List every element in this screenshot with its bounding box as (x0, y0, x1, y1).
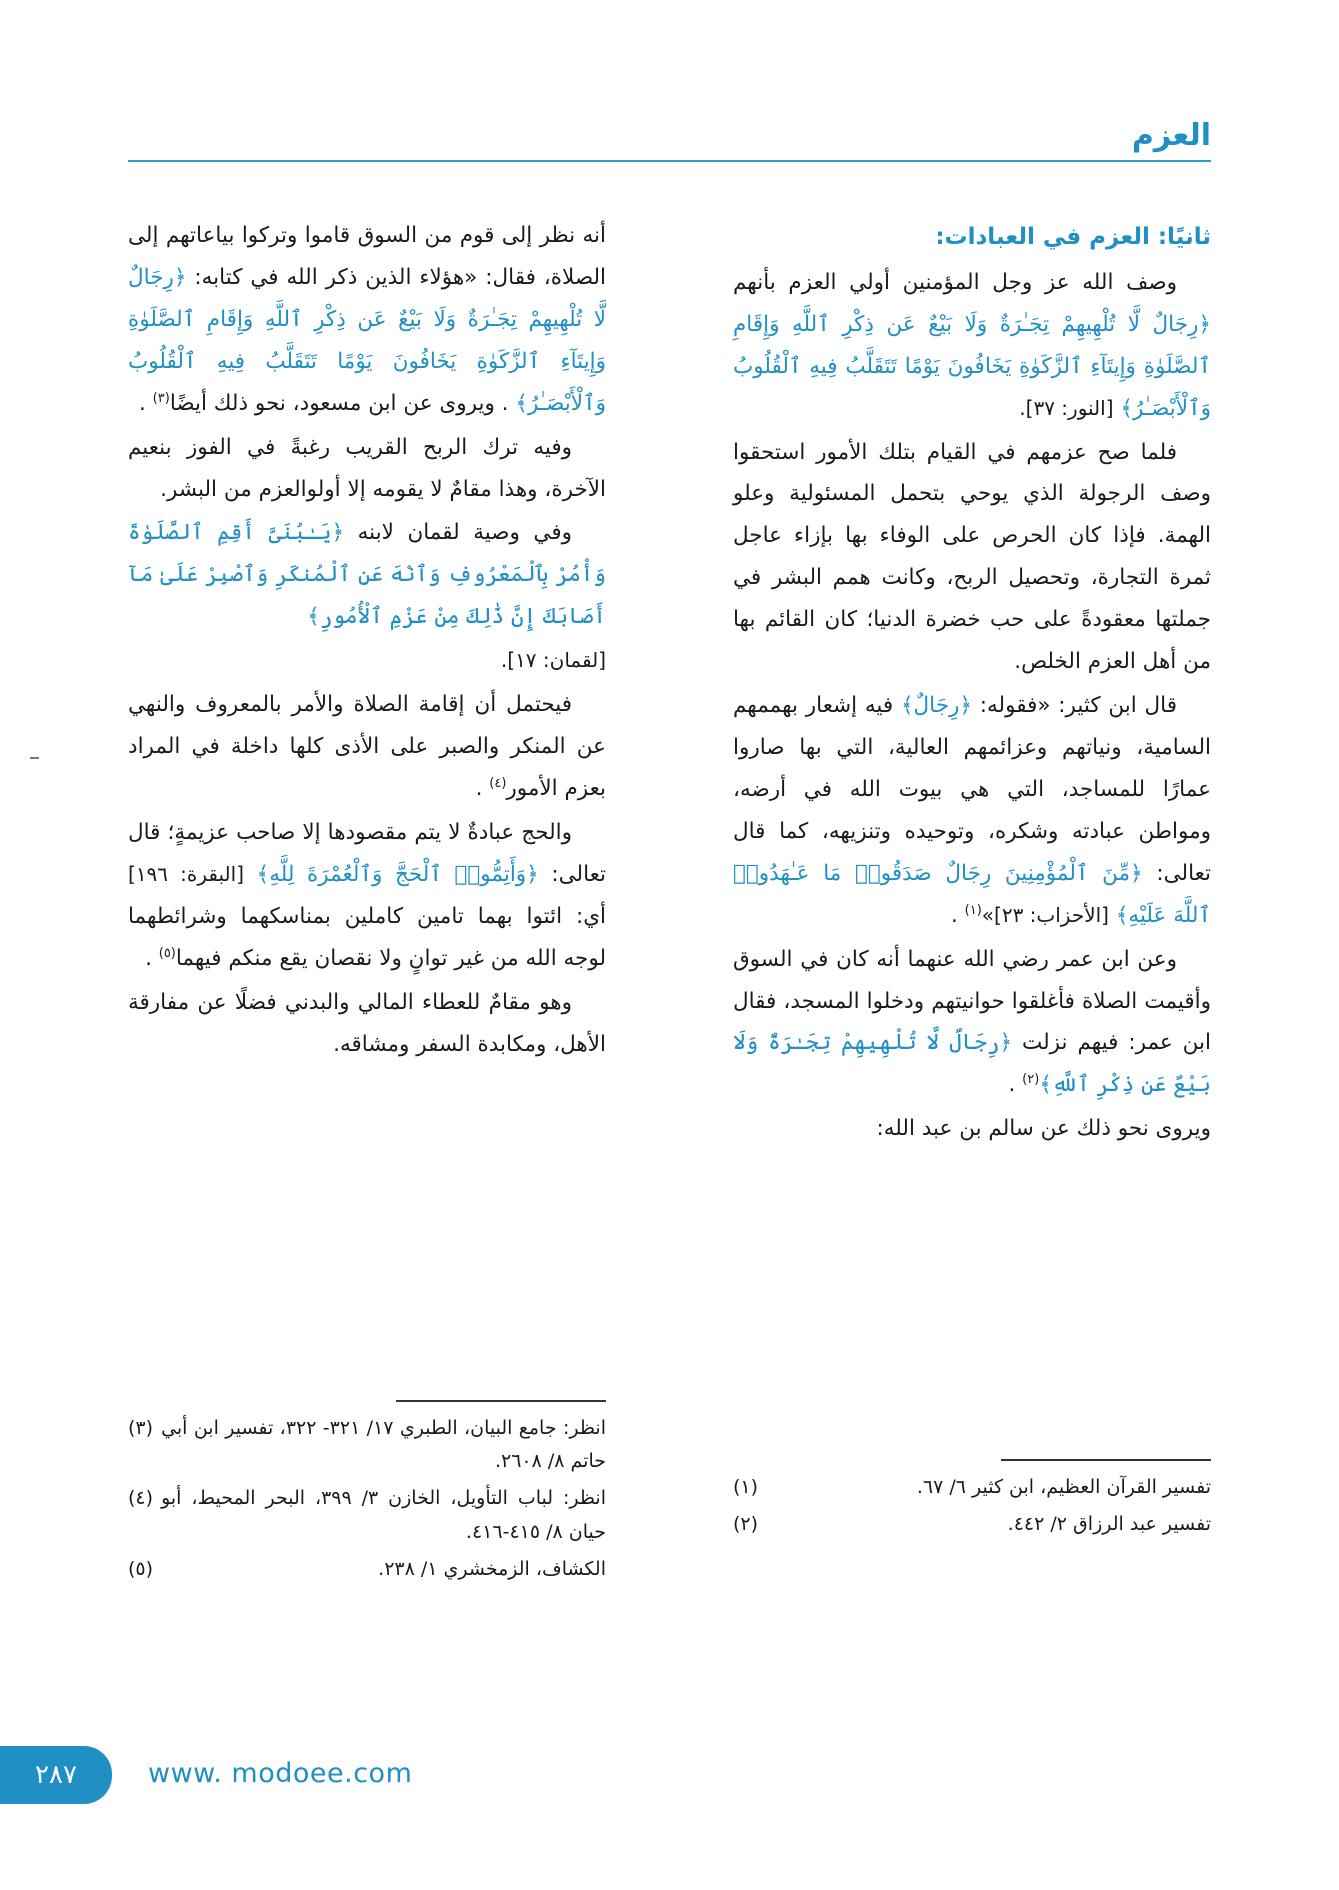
quran-verse-baqarah-196: ﴿وَأَتِمُّوا۟ ٱلْحَجَّ وَٱلْعُمْرَةَ لِلَّهِ﴾ (256, 861, 539, 887)
paragraph-resolve-explained: فلما صح عزمهم في القيام بتلك الأمور استحقوا وصف الرجولة الذي يوحي بتحمل المسئولية وعلو الهمة. فإذا كان الحرص على الوفاء بها بإزاء عاجل ثمرة التجارة، وتحصيل الربح، وكانت همم البشر في جملتها معقودةً على حب خضرة الدنيا؛ كان القائم بها من أهل العزم الخلص. (733, 439, 1211, 675)
quran-verse-luqman-17: ﴿يَـٰبُنَىَّ أَقِمِ ٱلصَّلَوٰةَ وَأْمُرْ بِٱلْمَعْرُوفِ وَٱنْهَ عَنِ ٱلْمُنكَرِ وَٱصْبِرْ عَلَىٰ مَآ أَصَابَكَ إِنَّ ذَٰلِكَ مِنْ عَزْمِ ٱلْأُمُورِ﴾ (128, 520, 606, 630)
footnote-item (733, 1471, 1211, 1504)
quran-verse-nur-37: ﴿رِجَالٌ لَّا تُلْهِيهِمْ تِجَـٰرَةٌ وَلَا بَيْعٌ عَن ذِكْرِ ٱللَّهِ وَإِقَامِ ٱلصَّلَوٰةِ وَإِيتَآءِ ٱلزَّكَوٰةِ يَخَافُونَ يَوْمًا تَتَقَلَّبُ فِيهِ ٱلْقُلُوبُ وَٱلْأَبْصَـٰرُ﴾ (733, 311, 1211, 421)
section-heading-text: ثانيًا: العزم في العبادات: (935, 224, 1211, 250)
left-text-column (128, 215, 606, 1067)
website-url[interactable]: www. modoee.com (148, 1758, 413, 1789)
footnote-text: الكشاف، الزمخشري ١/ ٢٣٨. (378, 1557, 606, 1580)
paragraph-text-a: قال ابن كثير: «فقوله: (979, 693, 1177, 719)
paragraph-hajj-sacrifice: وهو مقامٌ للعطاء المالي والبدني فضلًا عن مفارقة الأهل، ومكابدة السفر ومشاقه. (128, 989, 606, 1057)
verse-reference-luqman-line (128, 640, 606, 682)
footnote-number: (٣) (128, 1416, 154, 1439)
verse-reference-baqarah: [البقرة: ١٩٦] (128, 861, 245, 886)
paragraph-text: وعن ابن عمر رضي الله عنهما أنه كان في السوق وأقيمت الصلاة فأغلقوا حوانيتهم ودخلوا المسجد، فقال ابن عمر: فيهم نزلت (733, 946, 1211, 1056)
header-divider (128, 160, 1211, 162)
paragraph-hajj: والحج عبادةٌ لا يتم مقصودها إلا صاحب عزيمةٍ؛ قال تعالى: ﴿وَأَتِمُّوا۟ ٱلْحَجَّ وَٱلْعُمْرَةَ لِلَّهِ﴾ [البقرة: ١٩٦] أي: ائتوا بهما تامين كاملين بمناسكهما وشرائطهما لوجه الله من غير توانٍ ولا نقصان يقع منكم فيهما$^{(٥)}$ . (128, 819, 607, 971)
paragraph-text: فيحتمل أن إقامة الصلاة والأمر بالمعروف والنهي عن المنكر والصبر على الأذى كلها داخلة في المراد بعزم الأمور (128, 692, 606, 801)
quran-verse-nur-37-short: ﴿رِجَالٌ لَّا تُلْهِيهِمْ تِجَـٰرَةٌ وَلَا بَيْعٌ عَن ذِكْرِ ٱللَّهِ﴾ (733, 1030, 1211, 1098)
paragraph-text: وصف الله عز وجل المؤمنين أولي العزم بأنهم (733, 269, 1177, 295)
paragraph-text-b: أي: ائتوا بهما تامين كاملين بمناسكهما وشرائطهما لوجه الله من غير توانٍ ولا نقصان يقع منكم فيهما (128, 903, 606, 971)
paragraph-leaving-profit: وفيه ترك الربح القريب رغبةً في الفوز بنعيم الآخرة، وهذا مقامٌ لا يقومه إلا أولوالعزم من البشر. (128, 434, 606, 502)
footnote-item (128, 1412, 606, 1479)
footnote-marker-2: (٢) (1022, 1072, 1040, 1088)
page-footer (0, 1746, 1339, 1806)
footnote-text: انظر: جامع البيان، الطبري ١٧/ ٣٢١- ٣٢٢، تفسير ابن أبي حاتم ٨/ ٢٦٠٨. (161, 1416, 606, 1472)
paragraph-market-narration: أنه نظر إلى قوم من السوق قاموا وتركوا بياعاتهم إلى الصلاة، فقال: «هؤلاء الذين ذكر الله في كتابه: ﴿رِجَالٌ لَّا تُلْهِيهِمْ تِجَـٰرَةٌ وَلَا بَيْعٌ عَن ذِكْرِ ٱللَّهِ وَإِقَامِ ٱلصَّلَوٰةِ وَإِيتَآءِ ٱلزَّكَوٰةِ يَخَافُونَ يَوْمًا تَتَقَلَّبُ فِيهِ ٱلْقُلُوبُ وَٱلْأَبْصَـٰرُ﴾ . ويروى عن ابن مسعود، نحو ذلك أيضًا$^{(٣)}$ . (128, 223, 606, 416)
footnote-item (128, 1482, 606, 1549)
right-text-column (733, 215, 1211, 1152)
paragraph-text: والحج عبادةٌ لا يتم مقصودها إلا صاحب عزيمةٍ؛ قال تعالى: (128, 819, 607, 887)
footnote-number: (٤) (128, 1487, 154, 1510)
paragraph-ibn-umar: وعن ابن عمر رضي الله عنهما أنه كان في السوق وأقيمت الصلاة فأغلقوا حوانيتهم ودخلوا المسجد، فقال ابن عمر: فيهم نزلت ﴿رِجَالٌ لَّا تُلْهِيهِمْ تِجَـٰرَةٌ وَلَا بَيْعٌ عَن ذِكْرِ ٱللَّهِ﴾$^{(٢)}$ . (733, 946, 1211, 1098)
section-heading (733, 215, 1211, 260)
verse-reference-luqman: [لقمان: ١٧]. (500, 648, 606, 673)
page-header (128, 118, 1211, 164)
quran-verse-ahzab-23: ﴿مِّنَ ٱلْمُؤْمِنِينَ رِجَالٌ صَدَقُوا۟ مَا عَـٰهَدُوا۟ ٱللَّهَ عَلَيْهِ﴾ (733, 860, 1211, 928)
footnote-marker-1: (١) (964, 902, 982, 918)
footnote-divider (1001, 1459, 1211, 1461)
quran-word-rijal: ﴿رِجَالٌ﴾ (900, 693, 972, 719)
footnote-item (128, 1553, 606, 1586)
footnote-marker-3: (٣) (152, 390, 170, 406)
page-title: العزم (1131, 118, 1211, 153)
paragraph-luqman-advice (128, 512, 606, 638)
footnote-number: (٢) (733, 1512, 759, 1535)
footnotes-left-column (128, 1400, 606, 1590)
paragraph-ibn-kathir: قال ابن كثير: «فقوله: ﴿رِجَالٌ﴾ فيه إشعار بهممهم السامية، ونياتهم وعزائمهم العالية، التي بها صاروا عمارًا للمساجد، التي هي بيوت الله في أرضه، ومواطن عبادته وشكره، وتوحيده وتنزيهه، كما قال تعالى: ﴿مِّنَ ٱلْمُؤْمِنِينَ رِجَالٌ صَدَقُوا۟ مَا عَـٰهَدُوا۟ ٱللَّهَ عَلَيْهِ﴾ [الأحزاب: ٢٣]»$^{(١)}$ . (733, 693, 1211, 928)
footnote-item (733, 1508, 1211, 1541)
quran-verse-nur-37-repeat: ﴿رِجَالٌ لَّا تُلْهِيهِمْ تِجَـٰرَةٌ وَلَا بَيْعٌ عَن ذِكْرِ ٱللَّهِ وَإِقَامِ ٱلصَّلَوٰةِ وَإِيتَآءِ ٱلزَّكَوٰةِ يَخَافُونَ يَوْمًا تَتَقَلَّبُ فِيهِ ٱلْقُلُوبُ وَٱلْأَبْصَـٰرُ﴾ (128, 264, 606, 416)
footnote-text: انظر: لباب التأويل، الخازن ٣/ ٣٩٩، البحر المحيط، أبو حيان ٨/ ٤١٥-٤١٦. (161, 1487, 606, 1543)
paragraph-text-b: فيه إشعار بهممهم السامية، ونياتهم وعزائمهم العالية، التي بها صاروا عمارًا للمساجد، التي هي بيوت الله في أرضه، ومواطن عبادته وشكره، وتوحيده وتنزيهه، كما قال تعالى: (733, 693, 1211, 886)
footnote-marker-5: (٥) (158, 945, 176, 961)
page-number-badge: ٢٨٧ (0, 1746, 112, 1804)
paragraph-text: وفي وصية لقمان لابنه (357, 520, 572, 546)
footnote-marker-4: (٤) (489, 775, 507, 791)
verse-reference-nur: [النور: ٣٧]. (1019, 395, 1114, 420)
paragraph-interpretation: فيحتمل أن إقامة الصلاة والأمر بالمعروف والنهي عن المنكر والصبر على الأذى كلها داخلة في المراد بعزم الأمور$^{(٤)}$ . (128, 692, 606, 801)
verse-reference-ahzab: [الأحزاب: ٢٣]» (981, 902, 1109, 927)
footnote-number: (٥) (128, 1557, 154, 1580)
footnote-text: تفسير القرآن العظيم، ابن كثير ٦/ ٦٧. (916, 1475, 1211, 1498)
paragraph-worship-intro (733, 262, 1211, 430)
footnote-number: (١) (733, 1475, 759, 1498)
margin-tick (30, 757, 39, 759)
paragraph-text-b: . ويروى عن ابن مسعود، نحو ذلك أيضًا (169, 390, 509, 416)
footnotes-right-column (733, 1459, 1211, 1546)
paragraph-salim-narration: ويروى نحو ذلك عن سالم بن عبد الله: (876, 1116, 1211, 1142)
footnote-divider (396, 1400, 606, 1402)
footnote-text: تفسير عبد الرزاق ٢/ ٤٤٢. (1007, 1512, 1211, 1535)
paragraph-text: أنه نظر إلى قوم من السوق قاموا وتركوا بياعاتهم إلى الصلاة، فقال: «هؤلاء الذين ذكر الله في كتابه: (128, 223, 606, 290)
